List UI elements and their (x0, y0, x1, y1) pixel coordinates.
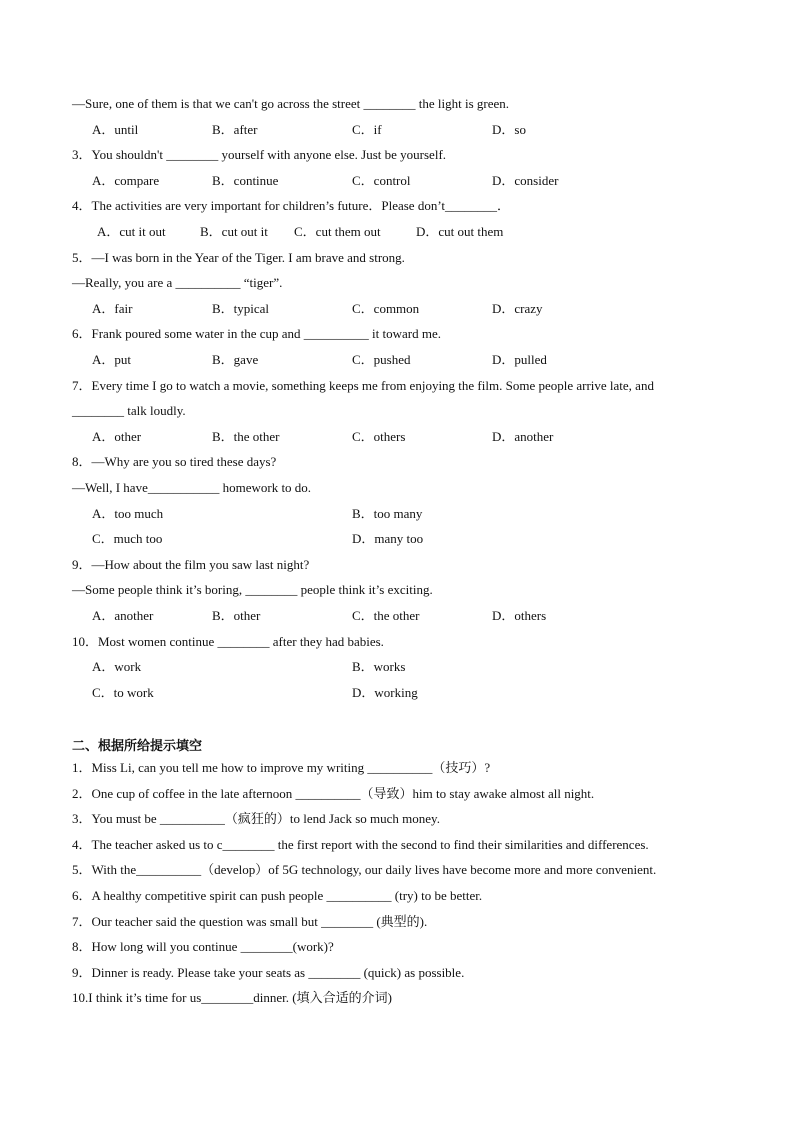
question-9-line: 9．—How about the film you saw last night? (72, 556, 310, 572)
fill-in-item: 7．Our teacher said the question was small but ________ (典型的). (72, 913, 428, 929)
fill-in-item: 8．How long will you continue ________(work)? (72, 939, 334, 955)
fill-in-item: 2．One cup of coffee in the late afternoon __________（导致）him to stay awake almost all night. (72, 785, 595, 801)
question-9-options-row (0, 608, 800, 624)
option: C．cut them out (294, 224, 381, 239)
option: D．consider (492, 172, 559, 188)
option: A．cut it out (97, 224, 166, 239)
question-3-line: 3．You shouldn't ________ yourself with anyone else. Just be yourself. (72, 147, 447, 163)
fill-in-item: 6．A healthy competitive spirit can push people __________ (try) to be better. (72, 888, 483, 903)
option: C．to work (92, 684, 154, 700)
question-6-options-row (0, 352, 800, 368)
option: B．continue (212, 172, 279, 188)
question-4-line: 4．The activities are very important for children’s future．Please don’t________． (72, 198, 511, 214)
option: B．too many (352, 505, 423, 521)
option: A．another (92, 608, 154, 623)
option: B．other (212, 608, 261, 623)
option: A．until (92, 121, 139, 137)
question-10-line: 10．Most women continue ________ after they had babies. (72, 633, 384, 649)
option: D．so (492, 121, 526, 137)
question-7-line: 7．Every time I go to watch a movie, something keeps me from enjoying the film. Some people arrive late, and (72, 377, 654, 393)
question-8-line: 8．—Why are you so tired these days? (72, 454, 277, 470)
option: A．put (92, 352, 132, 367)
option: D．cut out them (416, 224, 504, 239)
option: A．compare (92, 172, 160, 188)
option: B．typical (212, 300, 270, 316)
option: A．fair (92, 300, 133, 316)
question-5-line: —Really, you are a __________ “tiger”. (72, 275, 283, 291)
question-6-line: 6．Frank poured some water in the cup and __________ it toward me. (72, 326, 441, 342)
fill-in-item: 10.I think it’s time for us________dinner. (填入合适的介词) (72, 990, 392, 1006)
question-9-line: —Some people think it’s boring, ________ people think it’s exciting. (72, 582, 433, 598)
question-7-line: ________ talk loudly. (72, 403, 186, 419)
option: D．another (492, 428, 554, 444)
question-text-line: —Sure, one of them is that we can't go across the street ________ the light is green. (72, 96, 510, 111)
options-row (0, 122, 800, 138)
question-10-options-row (0, 685, 800, 701)
question-10-options-row (0, 659, 800, 675)
option: A．work (92, 659, 142, 675)
question-5-options-row (0, 301, 800, 317)
option: C．the other (352, 608, 420, 623)
option: C．others (352, 428, 406, 444)
option: B．gave (212, 352, 259, 367)
fill-in-item: 4．The teacher asked us to c________ the first report with the second to find their similarities and differences. (72, 836, 649, 852)
question-8-options-row (0, 506, 800, 522)
fill-in-item: 3．You must be __________（疯狂的）to lend Jack so much money. (72, 811, 440, 827)
option: A．other (92, 428, 142, 444)
question-8-line: —Well, I have___________ homework to do. (72, 480, 312, 495)
option: C．common (352, 300, 420, 316)
option: C．pushed (352, 352, 411, 367)
fill-in-item: 5．With the__________（develop）of 5G technology, our daily lives have become more and more convenient. (72, 862, 657, 878)
option: C．if (352, 121, 382, 137)
option: D．working (352, 684, 418, 700)
option: D．others (492, 608, 547, 623)
option: C．much too (92, 531, 163, 547)
section-title: 二、根据所给提示填空 (72, 739, 203, 754)
option: B．the other (212, 428, 280, 444)
option: B．works (352, 659, 406, 675)
question-8-options-row (0, 531, 800, 547)
fill-in-item: 9．Dinner is ready. Please take your seats as ________ (quick) as possible. (72, 964, 465, 980)
option: D．crazy (492, 300, 543, 316)
question-7-options-row (0, 429, 800, 445)
option: D．many too (352, 531, 424, 547)
question-3-options-row (0, 173, 800, 189)
option: D．pulled (492, 352, 547, 367)
option: B．cut out it (200, 224, 268, 239)
option: C．control (352, 172, 411, 188)
question-5-line: 5．—I was born in the Year of the Tiger. I am brave and strong. (72, 249, 405, 265)
fill-in-item: 1．Miss Li, can you tell me how to improve my writing __________（技巧）? (72, 760, 491, 775)
option: A．too much (92, 505, 164, 521)
question-4-options-row (0, 224, 800, 240)
option: B．after (212, 121, 258, 137)
